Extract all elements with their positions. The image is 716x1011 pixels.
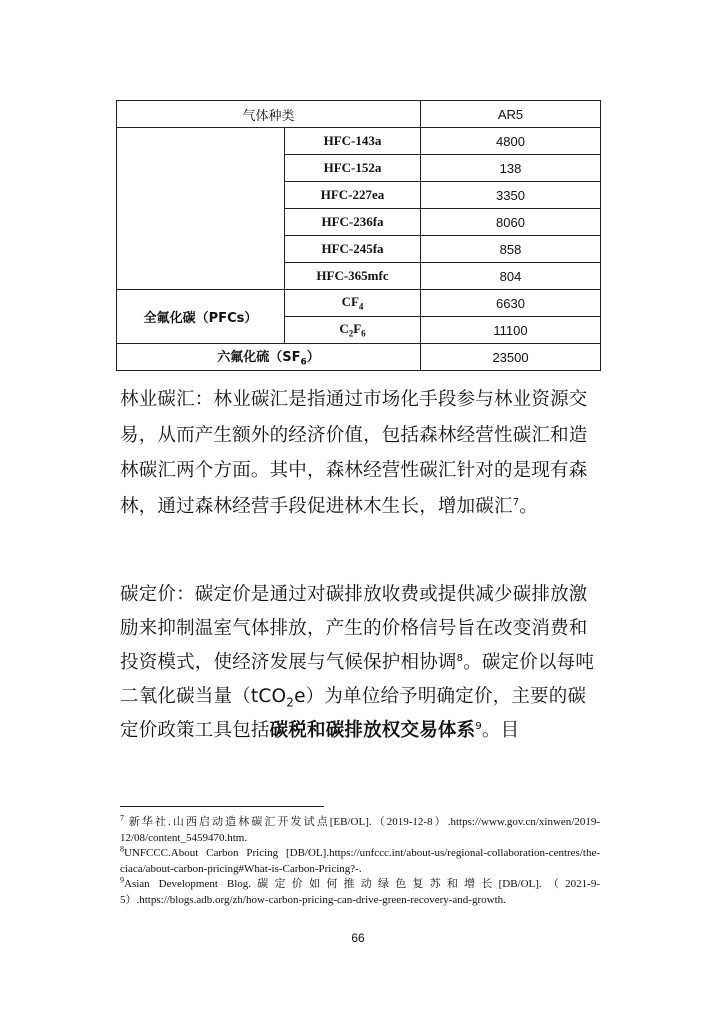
gas-base: C <box>339 321 349 337</box>
paragraph-text: 。碳定价以每吨二氧化碳当量（tCO <box>120 652 595 707</box>
sf6-label-post: ） <box>306 350 320 366</box>
paragraph-text: 。目 <box>481 720 520 741</box>
sf6-subscript: 6 <box>300 357 307 368</box>
gwp-value: 11100 <box>421 317 601 344</box>
gas-subscript: 6 <box>361 328 366 339</box>
page-number: 66 <box>351 931 365 945</box>
emphasis-text: 碳税和碳排放权交易体系 <box>269 720 476 741</box>
footnote-text: Asian Development Blog.碳定价如何推动绿色复苏和增长[DB/OL].（2021-9-5）.https://blogs.adb.org/zh/how-carbon-pricing-can-drive-green-recovery-and-growth. <box>120 878 600 906</box>
footnote-9 <box>120 877 600 908</box>
gas-name-c2f6 <box>285 317 421 344</box>
gwp-value: 138 <box>421 155 601 182</box>
gwp-value: 8060 <box>421 209 601 236</box>
gas-name: HFC-365mfc <box>285 263 421 290</box>
header-gas-type: 气体种类 <box>117 101 421 128</box>
footnote-text: 新华社.山西启动造林碳汇开发试点[EB/OL].（2019-12-8）.https://www.gov.cn/xinwen/2019-12/08/content_5459470.htm. <box>120 816 600 844</box>
footnote-text: UNFCCC.About Carbon Pricing [DB/OL].https://unfccc.int/about-us/regional-collaboration-centres/the-ciaca/about-carbon-pricing#What-is-Carbon-Pricing?-. <box>120 847 600 875</box>
table-row <box>117 290 601 317</box>
gwp-table <box>116 100 601 371</box>
paragraph-text: 林业碳汇：林业碳汇是指通过市场化手段参与林业资源交易，从而产生额外的经济价值，包括森林经营性碳汇和造林碳汇两个方面。其中，森林经营性碳汇针对的是现有森林，通过森林经营手段促进林木生长，增加碳汇 <box>120 389 588 517</box>
gas-name-cf4 <box>285 290 421 317</box>
gwp-value: 858 <box>421 236 601 263</box>
gwp-value: 804 <box>421 263 601 290</box>
sf6-label-pre: 六氟化硫（SF <box>217 350 301 366</box>
footnote-mark: 7 <box>120 813 124 823</box>
gas-name: HFC-245fa <box>285 236 421 263</box>
paragraph-text: 碳定价：碳定价是通过对碳排放收费或提供减少碳排放激励来抑制温室气体排放，产生的价格信号旨在改变消费和投资模式，使经济发展与气候保护相协调 <box>120 584 588 673</box>
footnote-mark: 9 <box>120 875 124 885</box>
gas-name: HFC-143a <box>285 128 421 155</box>
footnote-ref[interactable]: 8 <box>456 652 464 664</box>
hfc-category-cell <box>117 128 285 290</box>
gas-base: CF <box>341 294 359 310</box>
footnote-divider <box>120 806 324 807</box>
gas-subscript: 2 <box>348 328 354 339</box>
footnote-8 <box>120 846 600 877</box>
gas-name: HFC-236fa <box>285 209 421 236</box>
table-row <box>117 128 601 155</box>
gas-mid: F <box>353 321 362 337</box>
table-header-row <box>117 101 601 128</box>
gas-name: HFC-152a <box>285 155 421 182</box>
gwp-value: 6630 <box>421 290 601 317</box>
header-ar5: AR5 <box>421 101 601 128</box>
co2-subscript: 2 <box>286 695 295 710</box>
footnote-ref[interactable]: 9 <box>475 720 482 732</box>
paragraph-carbon-pricing <box>120 578 600 748</box>
table-row <box>117 344 601 371</box>
footnote-mark: 8 <box>120 844 124 854</box>
paragraph-text: e）为单位给予明确定价，主要的碳定价政策工具包括 <box>120 686 587 741</box>
pfc-category-label: 全氟化碳（PFCs） <box>117 290 285 344</box>
gas-name: HFC-227ea <box>285 182 421 209</box>
sf6-label <box>117 344 421 371</box>
paragraph-forestry-carbon-sink <box>120 382 600 524</box>
gwp-value: 3350 <box>421 182 601 209</box>
footnotes <box>120 815 600 908</box>
gas-subscript: 4 <box>358 301 364 312</box>
gwp-value: 23500 <box>421 344 601 371</box>
footnote-ref[interactable]: 7 <box>512 496 520 508</box>
paragraph-end: 。 <box>519 495 538 517</box>
gwp-value: 4800 <box>421 128 601 155</box>
footnote-7 <box>120 815 600 846</box>
